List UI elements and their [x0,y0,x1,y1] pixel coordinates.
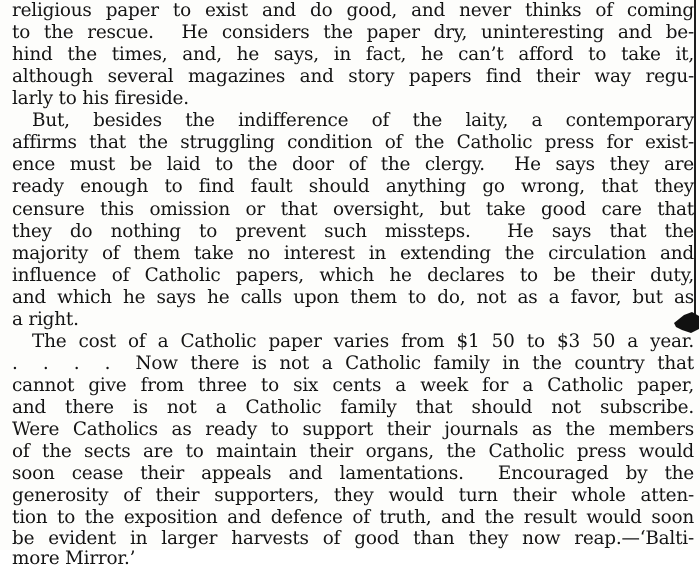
article-line: soon cease their appeals and lamentations. Encouraged by the [12,463,694,484]
article-line: larly to his fireside. [12,88,189,109]
article-line: hind the times, and, he says, in fact, he can’t afford to take it, [12,44,694,65]
article-line: religious paper to exist and do good, and never thinks of coming [12,0,694,21]
article-line: affirms that the struggling condition of the Catholic press for exist- [12,132,694,153]
article-line: of the sects are to maintain their organs, the Catholic press would [12,441,694,462]
article-line: majority of them take no interest in extending the circulation and [12,243,694,264]
article-line: more Mirror.’ [12,548,136,569]
article-line: although several magazines and story papers find their way regu- [12,66,694,87]
article-line: generosity of their supporters, they would turn their whole atten- [12,485,694,506]
article-line: . . . . Now there is not a Catholic family in the country that [12,353,694,374]
article-line: a right. [12,309,79,330]
ink-blot [672,310,700,334]
article-line: But, besides the indifference of the laity, a contemporary [32,110,694,131]
article-line: be evident in larger harvests of good than they now reap.—‘Balti- [12,528,694,549]
column-rule [694,0,696,326]
article-line: ence must be laid to the door of the clergy. He says they are [12,154,694,175]
article-line: influence of Catholic papers, which he declares to be their duty, [12,265,694,286]
article-line: to the rescue. He considers the paper dry, uninteresting and be- [12,22,694,43]
article-line: tion to the exposition and defence of truth, and the result would soon [12,507,694,528]
article-line: ready enough to find fault should anything go wrong, that they [12,176,694,197]
article-line: Were Catholics as ready to support their journals as the members [12,419,694,440]
article-line: and which he says he calls upon them to do, not as a favor, but as [12,287,694,308]
article-line: they do nothing to prevent such missteps. He says that the [12,221,694,242]
article-line: cannot give from three to six cents a week for a Catholic paper, [12,375,694,396]
article-line: and there is not a Catholic family that should not subscribe. [12,397,694,418]
article-line: The cost of a Catholic paper varies from $1 50 to $3 50 a year. [32,331,694,352]
article-line: censure this omission or that oversight, but take good care that [12,199,694,220]
